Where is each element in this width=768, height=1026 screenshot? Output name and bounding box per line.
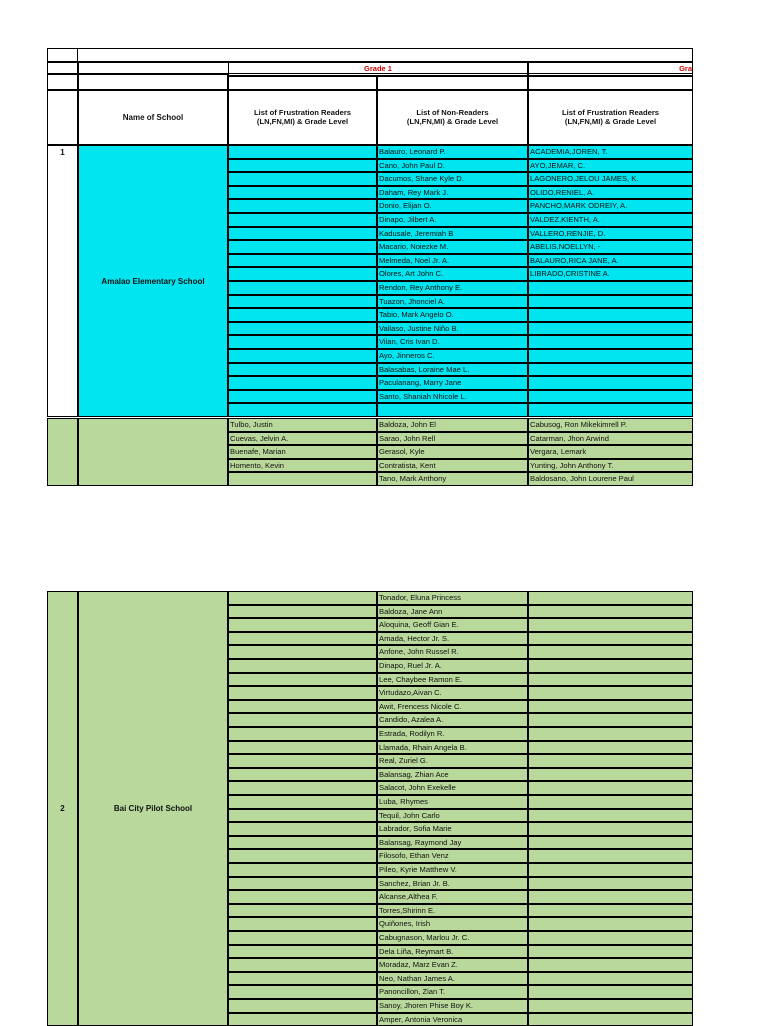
frustration-reader-cell xyxy=(228,605,377,619)
non-reader-cell: Luba, Rhymes xyxy=(377,795,528,809)
non-reader-cell: Paculanang, Marry Jane xyxy=(377,376,528,390)
frustration-reader-cell xyxy=(228,768,377,782)
frustration-reader-cell xyxy=(228,877,377,891)
non-reader-cell: Balauro, Leonard P. xyxy=(377,145,528,159)
non-reader-cell: Donio, Elijan O. xyxy=(377,199,528,213)
frustration-reader-2-cell: LIBRADO,CRISTINE A. xyxy=(528,267,693,281)
frustration-reader-cell xyxy=(228,172,377,186)
non-reader-cell: Llamada, Rhain Angela B. xyxy=(377,741,528,755)
frustration-reader-cell xyxy=(228,254,377,268)
frustration-reader-2-cell xyxy=(528,931,693,945)
non-reader-cell: Tano, Mark Anthony xyxy=(377,472,528,486)
frustration-reader-2-cell: AYO,JEMAR, C. xyxy=(528,159,693,173)
frustration-reader-cell xyxy=(228,659,377,673)
non-reader-cell: Daham, Rey Mark J. xyxy=(377,186,528,200)
frustration-reader-cell: Cuevas, Jelvin A. xyxy=(228,432,377,446)
frustration-reader-2-cell xyxy=(528,849,693,863)
non-reader-cell: Aloquina, Geoff Gian E. xyxy=(377,618,528,632)
frustration-reader-2-cell xyxy=(528,945,693,959)
frustration-reader-2-cell xyxy=(528,281,693,295)
non-reader-cell: Baldoza, Jane Ann xyxy=(377,605,528,619)
frustration-reader-cell xyxy=(228,754,377,768)
frustration-reader-2-cell xyxy=(528,713,693,727)
frustration-reader-2-cell: Yunting, John Anthony T. xyxy=(528,459,693,473)
frustration-reader-2-cell xyxy=(528,605,693,619)
frustration-reader-2-cell xyxy=(528,686,693,700)
frustration-reader-cell xyxy=(228,741,377,755)
non-reader-cell: Gerasol, Kyle xyxy=(377,445,528,459)
frustration-reader-cell xyxy=(228,199,377,213)
frustration-reader-cell xyxy=(228,985,377,999)
frustration-reader-cell xyxy=(228,403,377,417)
non-reader-cell: Contratista, Kent xyxy=(377,459,528,473)
grade1-label: Grade 1 xyxy=(228,62,528,76)
frustration-reader-cell xyxy=(228,632,377,646)
frustration-reader-2-cell xyxy=(528,836,693,850)
frustration-reader-cell xyxy=(228,958,377,972)
frustration-reader-cell: Homento, Kevin xyxy=(228,459,377,473)
non-reader-cell: Balansag, Zhian Ace xyxy=(377,768,528,782)
frustration-reader-cell xyxy=(228,145,377,159)
non-reader-cell: Balasabas, Loraine Mae L. xyxy=(377,363,528,377)
frustration-reader-2-cell xyxy=(528,890,693,904)
frustration-reader-cell xyxy=(228,673,377,687)
header-name-of-school: Name of School xyxy=(78,90,228,145)
non-reader-cell xyxy=(377,403,528,417)
frustration-reader-cell xyxy=(228,308,377,322)
non-reader-cell: Panoncillon, Zian T. xyxy=(377,985,528,999)
frustration-reader-2-cell xyxy=(528,645,693,659)
frustration-reader-cell xyxy=(228,335,377,349)
frustration-reader-2-cell: Vergara, Lemark xyxy=(528,445,693,459)
frustration-reader-cell: Tulbo, Justin xyxy=(228,418,377,432)
frustration-reader-2-cell xyxy=(528,591,693,605)
frustration-reader-2-cell: BALAURO,RICA JANE, A. xyxy=(528,254,693,268)
frustration-reader-2-cell xyxy=(528,958,693,972)
frustration-reader-cell xyxy=(228,781,377,795)
frustration-reader-2-cell xyxy=(528,727,693,741)
header-corner xyxy=(47,48,78,62)
frustration-reader-cell xyxy=(228,322,377,336)
frustration-reader-2-cell xyxy=(528,795,693,809)
frustration-reader-cell xyxy=(228,349,377,363)
non-reader-cell: Kadusale, Jeremiah B xyxy=(377,227,528,241)
frustration-reader-2-cell: ACADEMIA,JOREN, T. xyxy=(528,145,693,159)
header-frustration-readers-2: List of Frustration Readers (LN,FN,MI) & Grade Level xyxy=(528,90,693,145)
header-frustration-readers: List of Frustration Readers (LN,FN,MI) & Grade Level xyxy=(228,90,377,145)
frustration-reader-2-cell: LAGONERO,JELOU JAMES, K. xyxy=(528,172,693,186)
non-reader-cell: Virtudazo,Aivan C. xyxy=(377,686,528,700)
non-reader-cell: Sanoy, Jhoren Phise Boy K. xyxy=(377,999,528,1013)
non-reader-cell: Dela Liña, Reymart B. xyxy=(377,945,528,959)
frustration-reader-2-cell: ABELIS,NOELLYN, - xyxy=(528,240,693,254)
frustration-reader-2-cell xyxy=(528,403,693,417)
frustration-reader-2-cell xyxy=(528,659,693,673)
frustration-reader-cell xyxy=(228,472,377,486)
header-num-blank xyxy=(47,62,78,74)
non-reader-cell: Tequil, John Carlo xyxy=(377,809,528,823)
non-reader-cell: Torres,Shirinn E. xyxy=(377,904,528,918)
frustration-reader-2-cell: Baldosano, John Lourene Paul xyxy=(528,472,693,486)
frustration-reader-2-cell: VALDEZ,KIENTH, A. xyxy=(528,213,693,227)
frustration-reader-2-cell xyxy=(528,781,693,795)
frustration-reader-2-cell xyxy=(528,363,693,377)
frustration-reader-2-cell xyxy=(528,754,693,768)
non-reader-cell: Real, Zuriel G. xyxy=(377,754,528,768)
frustration-reader-2-cell xyxy=(528,972,693,986)
non-reader-cell: Olores, Art John C. xyxy=(377,267,528,281)
frustration-reader-cell xyxy=(228,972,377,986)
header-non-readers: List of Non-Readers (LN,FN,MI) & Grade Level xyxy=(377,90,528,145)
frustration-reader-cell xyxy=(228,795,377,809)
frustration-reader-2-cell xyxy=(528,985,693,999)
frustration-reader-cell xyxy=(228,227,377,241)
frustration-reader-2-cell xyxy=(528,322,693,336)
frustration-reader-2-cell xyxy=(528,700,693,714)
frustration-reader-cell xyxy=(228,917,377,931)
header-top-row xyxy=(47,48,693,62)
header-sub3 xyxy=(528,76,693,90)
non-reader-cell: Baldoza, John El xyxy=(377,418,528,432)
frustration-reader-cell xyxy=(228,390,377,404)
frustration-reader-2-cell xyxy=(528,768,693,782)
header-blank-cell xyxy=(78,74,228,90)
non-reader-cell: Sarao, John Rell xyxy=(377,432,528,446)
non-reader-cell: Amada, Hector Jr. S. xyxy=(377,632,528,646)
frustration-reader-cell xyxy=(228,999,377,1013)
school-name xyxy=(78,418,228,486)
frustration-reader-cell xyxy=(228,618,377,632)
frustration-reader-2-cell xyxy=(528,673,693,687)
non-reader-cell: Labrador, Sofia Marie xyxy=(377,822,528,836)
frustration-reader-cell xyxy=(228,890,377,904)
non-reader-cell: Salacot, John Exekelle xyxy=(377,781,528,795)
frustration-reader-cell xyxy=(228,267,377,281)
frustration-reader-cell xyxy=(228,809,377,823)
non-reader-cell: Dacumos, Shane Kyle D. xyxy=(377,172,528,186)
frustration-reader-2-cell: Catarman, Jhon Arwind xyxy=(528,432,693,446)
non-reader-cell: Estrada, Rodilyn R. xyxy=(377,727,528,741)
non-reader-cell: Sanchez, Brian Jr. B. xyxy=(377,877,528,891)
non-reader-cell: Balansag, Raymond Jay xyxy=(377,836,528,850)
header-num-col xyxy=(47,90,78,145)
frustration-reader-2-cell xyxy=(528,632,693,646)
frustration-reader-2-cell xyxy=(528,308,693,322)
school-number xyxy=(47,418,78,486)
non-reader-cell: Dinapo, Jilbert A. xyxy=(377,213,528,227)
header-sub2 xyxy=(377,76,528,90)
frustration-reader-2-cell xyxy=(528,999,693,1013)
frustration-reader-cell xyxy=(228,591,377,605)
frustration-reader-2-cell: VALLERO,RENJIE, D. xyxy=(528,227,693,241)
frustration-reader-2-cell xyxy=(528,335,693,349)
school-name: Bai City Pilot School xyxy=(78,591,228,1026)
frustration-reader-cell xyxy=(228,849,377,863)
frustration-reader-cell xyxy=(228,863,377,877)
frustration-reader-cell xyxy=(228,904,377,918)
frustration-reader-cell xyxy=(228,213,377,227)
frustration-reader-2-cell xyxy=(528,809,693,823)
frustration-reader-2-cell: Cabusog, Ron Mikekimrell P. xyxy=(528,418,693,432)
frustration-reader-2-cell xyxy=(528,618,693,632)
grade2-label: Gra xyxy=(528,62,693,76)
non-reader-cell: Lee, Chaybee Ramon E. xyxy=(377,673,528,687)
frustration-reader-2-cell: PANCHO,MARK ODREIY, A. xyxy=(528,199,693,213)
non-reader-cell: Alcanse,Althea F. xyxy=(377,890,528,904)
non-reader-cell: Macario, Noiezke M. xyxy=(377,240,528,254)
frustration-reader-2-cell xyxy=(528,904,693,918)
non-reader-cell: Tonador, Eluna Princess xyxy=(377,591,528,605)
non-reader-cell: Vallaso, Justine Niño B. xyxy=(377,322,528,336)
frustration-reader-cell xyxy=(228,281,377,295)
frustration-reader-cell xyxy=(228,376,377,390)
non-reader-cell: Candido, Azalea A. xyxy=(377,713,528,727)
header-num-cell2 xyxy=(47,74,78,90)
frustration-reader-cell xyxy=(228,363,377,377)
frustration-reader-2-cell xyxy=(528,822,693,836)
frustration-reader-cell xyxy=(228,931,377,945)
frustration-reader-cell xyxy=(228,645,377,659)
non-reader-cell: Dinapo, Ruel Jr. A. xyxy=(377,659,528,673)
frustration-reader-cell xyxy=(228,186,377,200)
frustration-reader-cell xyxy=(228,836,377,850)
frustration-reader-cell xyxy=(228,945,377,959)
non-reader-cell: Tuazon, Jhonciel A. xyxy=(377,295,528,309)
non-reader-cell: Ayo, Jinneros C. xyxy=(377,349,528,363)
school-name: Amalao Elementary School xyxy=(78,145,228,417)
non-reader-cell: Tabio, Mark Angelo O. xyxy=(377,308,528,322)
non-reader-cell: Neo, Nathan James A. xyxy=(377,972,528,986)
non-reader-cell: Santo, Shaniah Nhicole L. xyxy=(377,390,528,404)
frustration-reader-2-cell xyxy=(528,863,693,877)
frustration-reader-cell xyxy=(228,686,377,700)
header-sub1 xyxy=(228,76,377,90)
frustration-reader-cell xyxy=(228,159,377,173)
non-reader-cell: Rendon, Rey Anthony E. xyxy=(377,281,528,295)
non-reader-cell: Melmeda, Noel Jr. A. xyxy=(377,254,528,268)
school-number: 1 xyxy=(47,145,78,417)
frustration-reader-cell xyxy=(228,822,377,836)
non-reader-cell: Cabugnason, Marlou Jr. C. xyxy=(377,931,528,945)
frustration-reader-2-cell xyxy=(528,349,693,363)
non-reader-cell: Vilan, Cris Ivan D. xyxy=(377,335,528,349)
frustration-reader-2-cell xyxy=(528,390,693,404)
frustration-reader-2-cell xyxy=(528,877,693,891)
frustration-reader-2-cell: OLIDO,RENIEL, A. xyxy=(528,186,693,200)
non-reader-cell: Awit, Frencess Nicole C. xyxy=(377,700,528,714)
non-reader-cell: Cano, John Paul D. xyxy=(377,159,528,173)
frustration-reader-2-cell xyxy=(528,376,693,390)
frustration-reader-cell xyxy=(228,700,377,714)
frustration-reader-2-cell xyxy=(528,741,693,755)
non-reader-cell: Filosofo, Ethan Venz xyxy=(377,849,528,863)
non-reader-cell: Amper, Antonia Veronica xyxy=(377,1013,528,1026)
frustration-reader-2-cell xyxy=(528,917,693,931)
frustration-reader-cell xyxy=(228,295,377,309)
non-reader-cell: Anfone, John Russel R. xyxy=(377,645,528,659)
non-reader-cell: Quiñones, Irish xyxy=(377,917,528,931)
frustration-reader-cell xyxy=(228,240,377,254)
non-reader-cell: Moradaz, Marz Evan Z. xyxy=(377,958,528,972)
school-number: 2 xyxy=(47,591,78,1026)
non-reader-cell: Pileo, Kyrie Matthew V. xyxy=(377,863,528,877)
frustration-reader-cell xyxy=(228,713,377,727)
frustration-reader-2-cell xyxy=(528,295,693,309)
frustration-reader-cell xyxy=(228,727,377,741)
frustration-reader-cell: Buenafe, Marian xyxy=(228,445,377,459)
